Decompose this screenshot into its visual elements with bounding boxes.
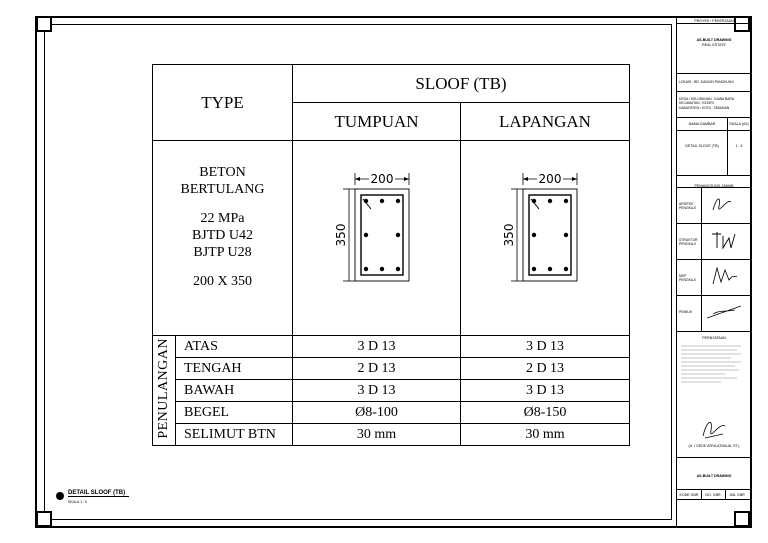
section-drawing-tumpuan [327, 159, 427, 299]
tb-footer-col: KODE GBR [679, 493, 699, 497]
tb-footer-col: JML GBR [729, 493, 745, 497]
tb-role-label: PEMILIK [679, 310, 693, 314]
title-block [676, 18, 751, 526]
tb-location-cell [677, 74, 751, 92]
tb-title-cell [677, 24, 751, 74]
sloof-header: SLOOF (TB) [293, 65, 630, 103]
value-begel-lapangan: Ø8-150 [461, 402, 630, 424]
row-label-atas: ATAS [176, 336, 293, 358]
value-bawah-lapangan: 3 D 13 [461, 380, 630, 402]
section-drawing-lapangan [495, 159, 595, 299]
tb-footer-title-cell [677, 458, 751, 490]
row-label-tengah: TENGAH [176, 358, 293, 380]
tb-role-row [677, 224, 751, 260]
tb-address-cell [677, 92, 751, 118]
tb-address-line: KECAMATAN : KEDIRI [679, 101, 714, 106]
section-tumpuan [293, 141, 461, 336]
label-bullet-icon [56, 492, 64, 500]
lapangan-header: LAPANGAN [461, 103, 630, 141]
value-selimut-lapangan: 30 mm [461, 424, 630, 446]
penulangan-label-cell [153, 336, 176, 446]
tb-project-header: PROYEK / PEKERJAAN [694, 19, 734, 23]
type-header: TYPE [153, 65, 293, 141]
tb-doc-title: AS-BUILT DRAWING [696, 38, 732, 42]
tb-responsible-cell [677, 176, 751, 188]
row-label-bawah: BAWAH [176, 380, 293, 402]
value-selimut-tumpuan: 30 mm [293, 424, 461, 446]
signature-icon [709, 228, 739, 252]
tb-col-scale: SKALA (A3) [729, 122, 749, 126]
drawing-label-title: DETAIL SLOOF (TB) [68, 490, 129, 497]
signature-icon [709, 264, 739, 288]
section-lapangan [461, 141, 630, 336]
tb-footer-cols [677, 490, 751, 500]
penulangan-label: PENULANGAN [156, 337, 171, 439]
row-label-selimut: SELIMUT BTN [176, 424, 293, 446]
tb-notes-header: PERNYATAAN [702, 336, 726, 340]
tb-role-label: MEP PENGKAJI [679, 274, 696, 283]
tb-location: LOKASI : BR. DANGIN PANGKUNG [679, 80, 734, 84]
owner-signature-icon [699, 416, 729, 442]
width-dimension: 200 [538, 172, 562, 186]
drawing-label-scale: SKALA 1 : 5 [68, 500, 87, 504]
corner-ornament [36, 16, 52, 32]
tb-owner-sign: (A. I GEDE ARYA ATMAJA, ST.) [688, 444, 740, 448]
tb-role-row [677, 296, 751, 332]
tb-doc-sub: REAL ESTATE [702, 42, 726, 47]
tb-footer-title: AS-BUILT DRAWING [696, 474, 732, 478]
value-bawah-tumpuan: 3 D 13 [293, 380, 461, 402]
tb-col-name: NAMA GAMBAR [688, 122, 716, 126]
value-atas-lapangan: 3 D 13 [461, 336, 630, 358]
tb-drawing-scale: 1 : 5 [735, 144, 743, 148]
tb-footer-col: NO. GBR [705, 493, 721, 497]
tb-role-label: ARSITEK PENGKAJI [679, 202, 696, 211]
tb-role-label: STRUKTUR PENGKAJI [679, 238, 698, 247]
tb-responsible: PENANGGUNG JAWAB [694, 184, 734, 188]
material-spec: BETON BERTULANG 22 MPa BJTD U42 BJTP U28 200 X 350 [153, 141, 293, 336]
tumpuan-header: TUMPUAN [293, 103, 461, 141]
value-begel-tumpuan: Ø8-100 [293, 402, 461, 424]
width-dimension: 200 [370, 172, 393, 186]
height-dimension: 350 [333, 223, 348, 247]
signature-icon [705, 302, 745, 322]
tb-role-row [677, 260, 751, 296]
value-tengah-tumpuan: 2 D 13 [293, 358, 461, 380]
tb-drawing-name: DETAIL SLOOF (TB) [685, 144, 719, 148]
row-label-begel: BEGEL [176, 402, 293, 424]
notes-text-lines [681, 344, 747, 394]
value-tengah-lapangan: 2 D 13 [461, 358, 630, 380]
tb-role-row [677, 188, 751, 224]
tb-notes-cell [677, 332, 751, 458]
signature-icon [709, 194, 735, 214]
tb-address-line: DESA / KELURAHAN : KAWA BARA [679, 97, 735, 101]
height-dimension: 350 [502, 223, 516, 247]
value-atas-tumpuan: 3 D 13 [293, 336, 461, 358]
tb-address-line: KABUPATEN / KOTA : TABANAN [679, 105, 730, 110]
corner-ornament [36, 511, 52, 527]
tb-drawing-name-cell [677, 118, 751, 176]
sloof-detail-table [152, 64, 630, 446]
